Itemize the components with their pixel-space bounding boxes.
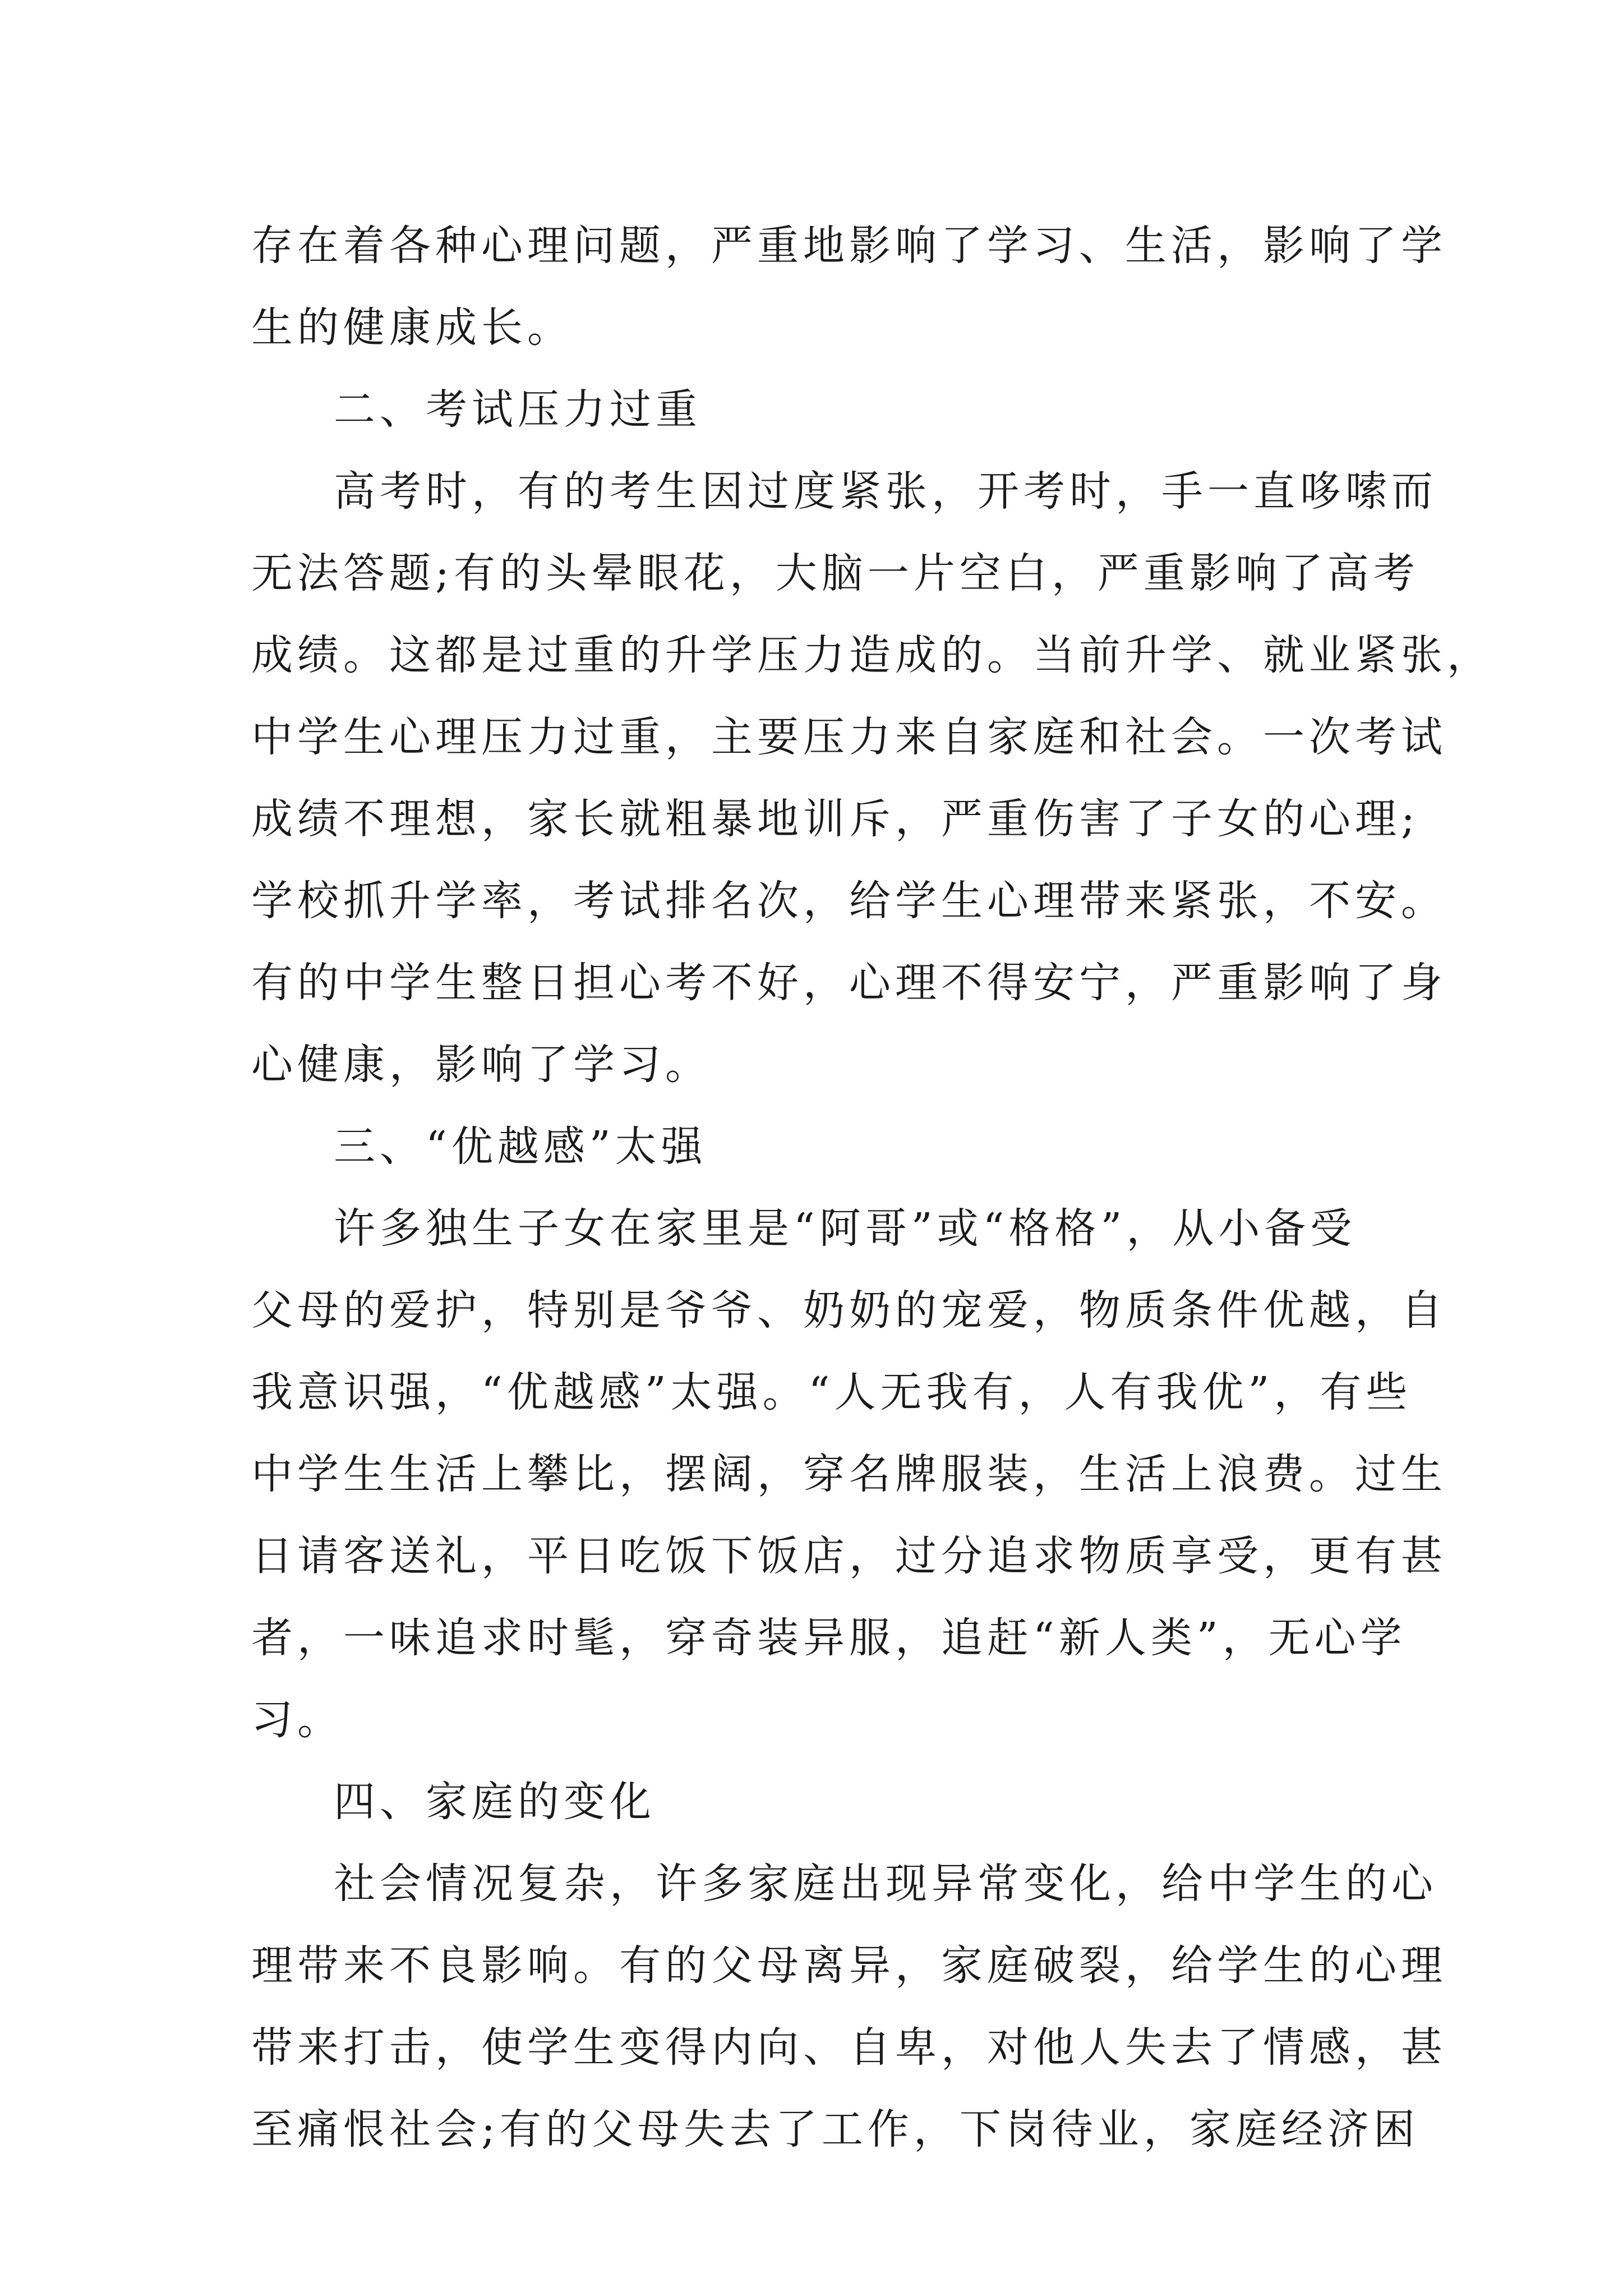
body-text-line: 至痛恨社会;有的父母失去了工作，下岗待业，家庭经济困 — [251, 2105, 1419, 2154]
body-text-line: 中学生心理压力过重，主要压力来自家庭和社会。一次考试 — [251, 713, 1447, 761]
section-heading-family-changes: 四、家庭的变化 — [334, 1778, 656, 1826]
body-text-line: 成绩。这都是过重的升学压力造成的。当前升学、就业紧张， — [251, 631, 1493, 679]
body-text-line: 日请客送礼，平日吃饭下饭店，过分追求物质享受，更有甚 — [251, 1532, 1447, 1580]
body-text-line: 心健康，影响了学习。 — [251, 1041, 711, 1089]
body-text-line: 学校抓升学率，考试排名次，给学生心理带来紧张，不安。 — [251, 877, 1447, 925]
body-text-line: 高考时，有的考生因过度紧张，开考时，手一直哆嗦而 — [334, 467, 1437, 516]
body-text-line: 习。 — [251, 1696, 343, 1744]
body-text-line: 社会情况复杂，许多家庭出现异常变化，给中学生的心 — [334, 1860, 1437, 1908]
section-heading-exam-pressure: 二、考试压力过重 — [334, 385, 702, 434]
body-text-line: 有的中学生整日担心考不好，心理不得安宁，严重影响了身 — [251, 959, 1447, 1007]
body-text-line: 存在着各种心理问题，严重地影响了学习、生活，影响了学 — [251, 222, 1447, 270]
body-text-line: 理带来不良影响。有的父母离异，家庭破裂，给学生的心理 — [251, 1941, 1447, 1990]
section-heading-superiority: 三、“优越感”太强 — [334, 1122, 707, 1171]
body-text-line: 许多独生子女在家里是“阿哥”或“格格”，从小备受 — [334, 1204, 1357, 1253]
body-text-line: 成绩不理想，家长就粗暴地训斥，严重伤害了子女的心理; — [251, 795, 1419, 843]
body-text-line: 生的健康成长。 — [251, 303, 573, 352]
body-text-line: 中学生生活上攀比，摆阔，穿名牌服装，生活上浪费。过生 — [251, 1450, 1447, 1498]
body-text-line: 无法答题;有的头晕眼花，大脑一片空白，严重影响了高考 — [251, 549, 1419, 597]
body-text-line: 带来打击，使学生变得内向、自卑，对他人失去了情感，甚 — [251, 2023, 1447, 2072]
body-text-line: 者，一味追求时髦，穿奇装异服，追赶“新人类”，无心学 — [251, 1614, 1407, 1662]
body-text-line: 父母的爱护，特别是爷爷、奶奶的宠爱，物质条件优越，自 — [251, 1286, 1447, 1335]
body-text-line: 我意识强，“优越感”太强。“人无我有，人有我优”，有些 — [251, 1368, 1412, 1416]
